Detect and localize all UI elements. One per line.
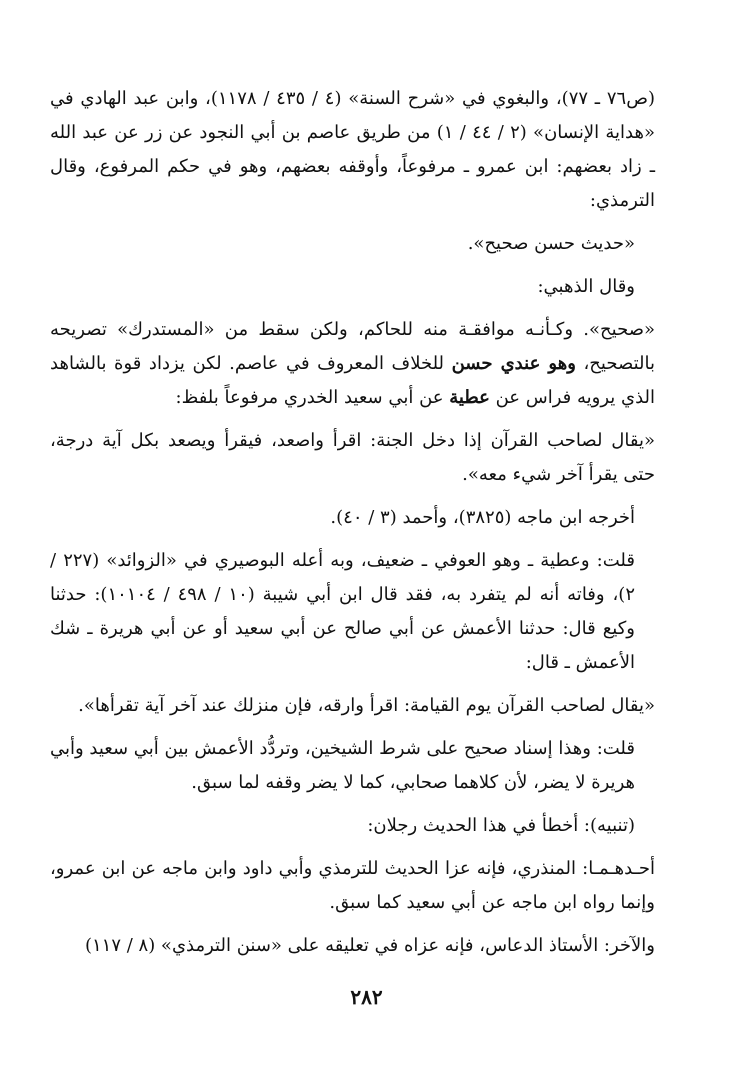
paragraph <box>50 270 655 304</box>
bold-text: وهو عندي حسن <box>451 353 576 374</box>
text-segment: وقال الذهبي: <box>537 276 635 297</box>
paragraph <box>50 809 655 843</box>
paragraph <box>50 689 655 723</box>
paragraph <box>50 82 655 218</box>
paragraph <box>50 732 655 800</box>
bold-text: عطية <box>449 387 490 408</box>
paragraph <box>50 501 655 535</box>
paragraph <box>50 929 655 963</box>
text-segment: قلت: وهذا إسناد صحيح على شرط الشيخين، وتردُّد الأعمش بين أبي سعيد وأبي هريرة لا يضر، لأن كلاهما صحابي، كما لا يضر وقفه لما سبق. <box>50 738 635 793</box>
text-segment: للخلاف المعروف في عاصم. لكن يزداد قوة بالشاهد الذي يرويه فراس عن <box>50 353 655 408</box>
text-segment: قلت: وعطية ـ وهو العوفي ـ ضعيف، وبه أعله البوصيري في «الزوائد» (٢٢٧ / ٢)، وفاته أنه لم يتفرد به، فقد قال ابن أبي شيبة (١٠ / ٤٩٨ / ١٠١٠٤): حدثنا وكيع قال: حدثنا الأعمش عن أبي صالح عن أبي سعيد أو عن أبي هريرة ـ شك الأعمش ـ قال: <box>50 550 635 673</box>
text-segment: والآخر: الأستاذ الدعاس، فإنه عزاه في تعليقه على «سنن الترمذي» (٨ / ١١٧) <box>84 935 655 956</box>
paragraph <box>50 424 655 492</box>
page-number: ٢٨٢ <box>350 985 383 1009</box>
text-segment: (تنبيه): أخطأ في هذا الحديث رجلان: <box>367 815 635 836</box>
text-segment: «حديث حسن صحيح». <box>467 233 635 254</box>
paragraph <box>50 544 655 680</box>
text-segment: (ص٧٦ ـ ٧٧)، والبغوي في «شرح السنة» (٤ / ٤٣٥ / ١١٧٨)، وابن عبد الهادي في «هداية الإنسان» (٢ / ٤٤ / ١) من طريق عاصم بن أبي النجود عن زر عن عبد الله ـ زاد بعضهم: ابن عمرو ـ مرفوعاً، وأوقفه بعضهم، وهو في حكم المرفوع، وقال الترمذي: <box>50 88 655 211</box>
text-segment: «يقال لصاحب القرآن يوم القيامة: اقرأ وارقه، فإن منزلك عند آخر آية تقرأها». <box>78 695 655 716</box>
text-segment: أحـدهـمـا: المنذري، فإنه عزا الحديث للترمذي وأبي داود وابن ماجه عن ابن عمرو، وإنما رواه ابن ماجه عن أبي سعيد كما سبق. <box>50 858 655 913</box>
paragraph <box>50 313 655 415</box>
text-segment: «يقال لصاحب القرآن إذا دخل الجنة: اقرأ واصعد، فيقرأ ويصعد بكل آية درجة، حتى يقرأ آخر شيء معه». <box>50 430 655 485</box>
text-segment: عن أبي سعيد الخدري مرفوعاً بلفظ: <box>175 387 450 408</box>
text-segment: أخرجه ابن ماجه (٣٨٢٥)، وأحمد (٣ / ٤٠). <box>330 507 635 528</box>
paragraph <box>50 852 655 920</box>
text-segment: «صحيح». وكـأنـه موافقـة منه للحاكم، ولكن سقط من «المستدرك» تصريحه بالتصحيح، <box>50 319 655 374</box>
body-text <box>50 82 655 963</box>
paragraph <box>50 227 655 261</box>
